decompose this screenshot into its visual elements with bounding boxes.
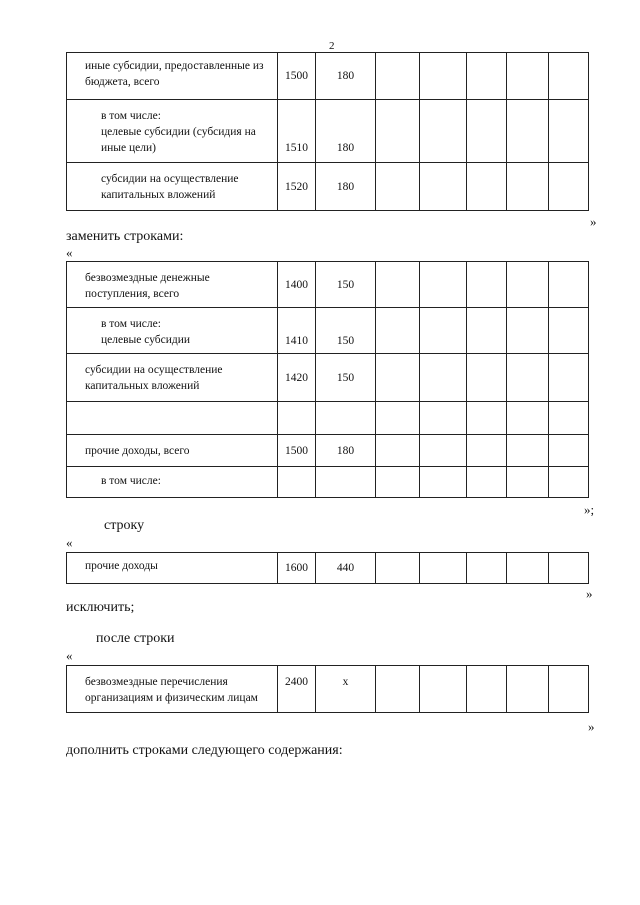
row-code [278, 402, 316, 435]
row-kosgu [316, 402, 376, 435]
row-code: 1410 [278, 308, 316, 354]
row-kosgu: 150 [316, 308, 376, 354]
row-kosgu: 180 [316, 53, 376, 100]
row-name: в том числе: [67, 467, 278, 498]
closing-quote: » [590, 214, 597, 229]
row-name: безвозмездные денежные поступления, всего [67, 262, 278, 308]
table-row [67, 308, 589, 354]
row-kosgu: x [316, 666, 376, 713]
table-row [67, 163, 589, 211]
table-row [67, 100, 589, 163]
opening-quote: « [66, 535, 73, 550]
table-row [67, 435, 589, 467]
row-name: субсидии на осуществление капитальных вложений [67, 163, 278, 211]
table-row [67, 467, 589, 498]
opening-quote: « [66, 648, 73, 663]
page-number: 2 [329, 40, 335, 52]
row-name: прочие доходы, всего [67, 435, 278, 467]
row-code: 1400 [278, 262, 316, 308]
row-kosgu [316, 467, 376, 498]
table-anchor-row [66, 665, 589, 713]
table-row [67, 262, 589, 308]
row-code: 2400 [278, 666, 316, 713]
row-kosgu: 180 [316, 435, 376, 467]
row-name: субсидии на осуществление капитальных вложений [67, 354, 278, 402]
table-row [67, 402, 589, 435]
closing-quote: » [588, 719, 595, 734]
row-kosgu: 180 [316, 163, 376, 211]
row-code: 1500 [278, 435, 316, 467]
table-row [67, 666, 589, 713]
row-code: 1420 [278, 354, 316, 402]
row-code [278, 467, 316, 498]
row-code: 1520 [278, 163, 316, 211]
supplement-instruction: дополнить строками следующего содержания: [66, 743, 343, 758]
row-kosgu: 150 [316, 354, 376, 402]
closing-quote: » [586, 586, 593, 601]
opening-quote: « [66, 245, 73, 260]
table-old-rows [66, 52, 589, 211]
table-row [67, 553, 589, 584]
after-row-instruction: после строки [96, 631, 175, 646]
row-name: в том числе: целевые субсидии [67, 308, 278, 354]
exclude-instruction: исключить; [66, 600, 135, 615]
table-row [67, 53, 589, 100]
row-name [67, 402, 278, 435]
table-row [67, 354, 589, 402]
row-name: безвозмездные перечисления организациям и физическим лицам [67, 666, 278, 713]
row-code: 1510 [278, 100, 316, 163]
row-code: 1500 [278, 53, 316, 100]
row-name: прочие доходы [67, 553, 278, 584]
replace-instruction: заменить строками: [66, 229, 184, 244]
closing-quote: »; [584, 502, 595, 517]
row-kosgu: 180 [316, 100, 376, 163]
row-code: 1600 [278, 553, 316, 584]
row-kosgu: 150 [316, 262, 376, 308]
row-kosgu: 440 [316, 553, 376, 584]
row-name: иные субсидии, предоставленные из бюджета, всего [67, 53, 278, 100]
table-excluded-row [66, 552, 589, 584]
row-instruction: строку [104, 518, 145, 533]
table-new-rows [66, 261, 589, 498]
row-name: в том числе: целевые субсидии (субсидия на иные цели) [67, 100, 278, 163]
